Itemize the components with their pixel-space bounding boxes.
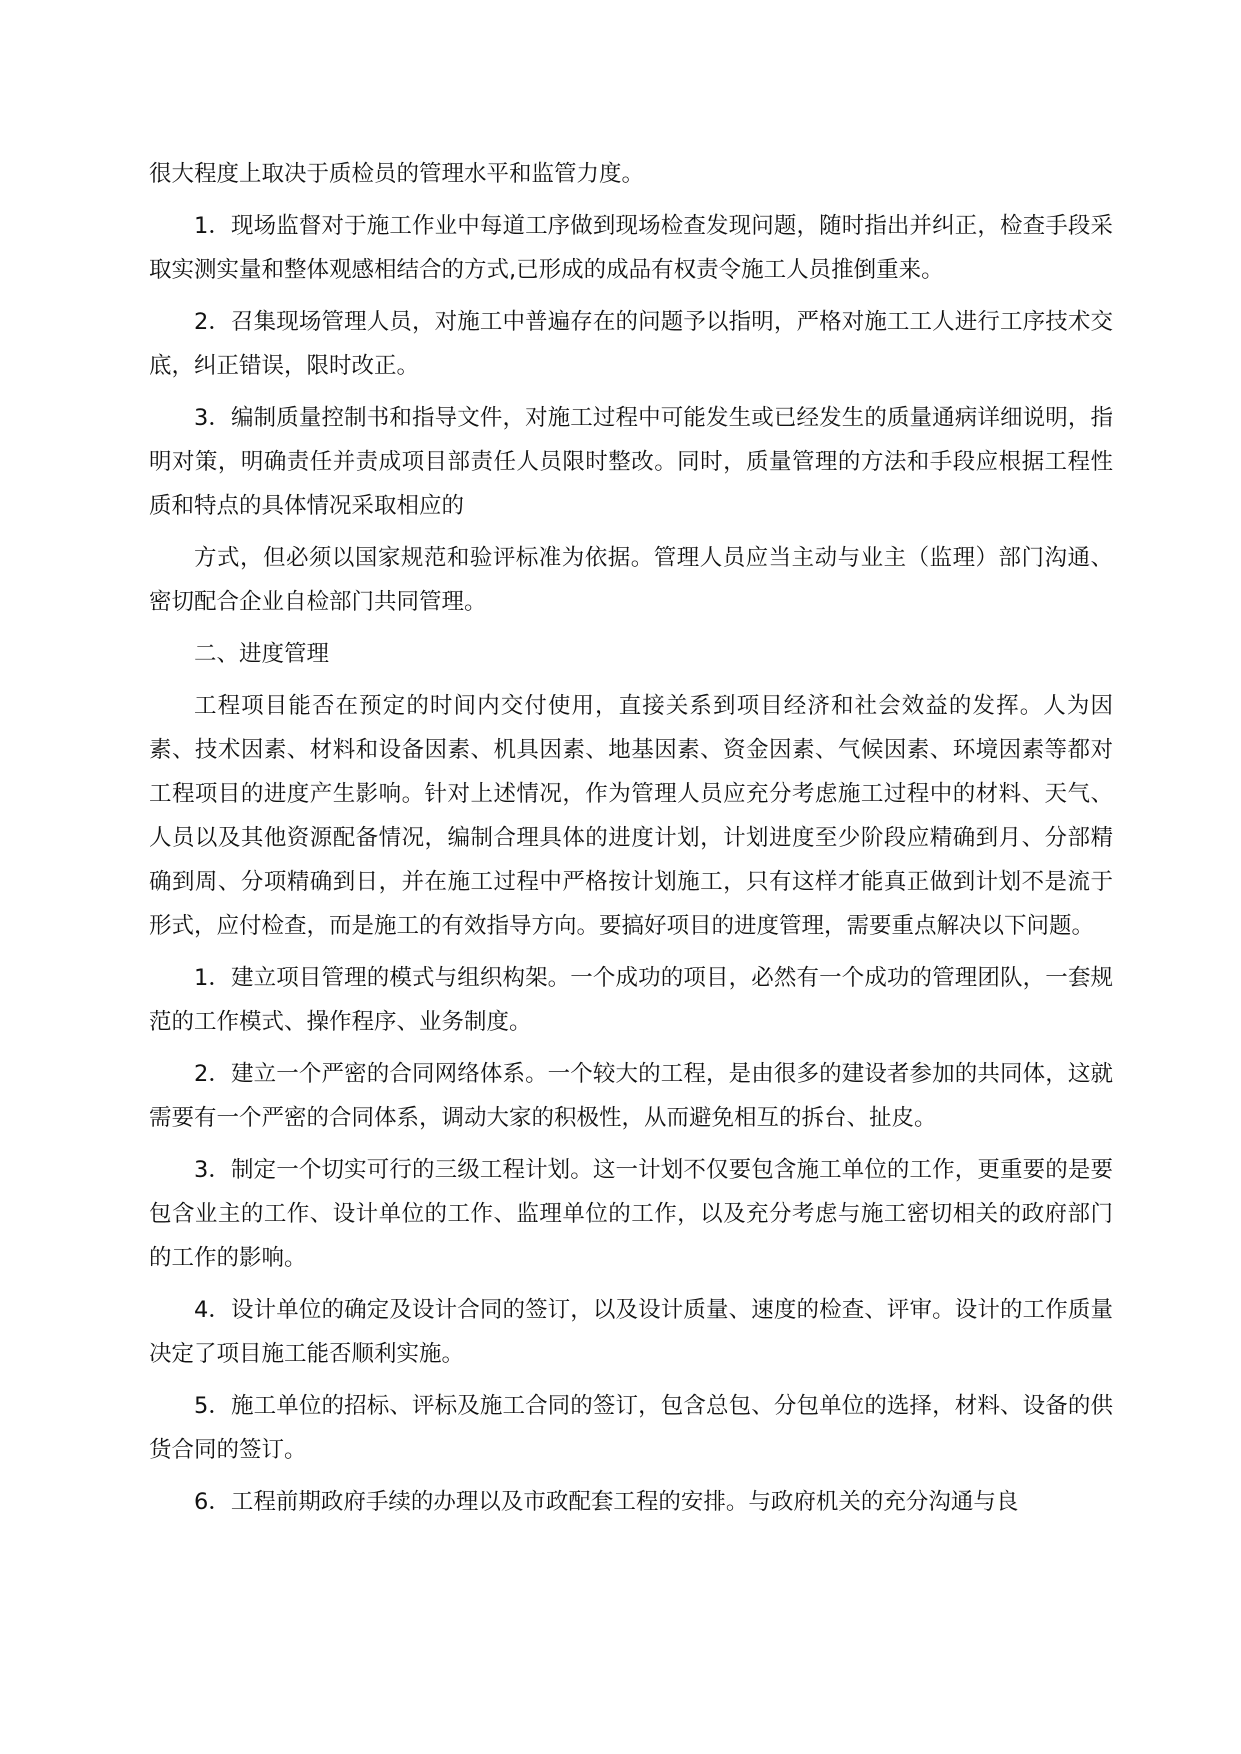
paragraph-continuation: 很大程度上取决于质检员的管理水平和监管力度。 — [149, 161, 645, 187]
paragraph-quality-item-1: 1．现场监督对于施工作业中每道工序做到现场检查发现问题，随时指出并纠正，检查手段采取实测实量和整体观感相结合的方式,已形成的成品有权责令施工人员推倒重来。 — [149, 213, 1113, 283]
paragraph-quality-item-3: 3．编制质量控制书和指导文件，对施工过程中可能发生或已经发生的质量通病详细说明，指明对策，明确责任并责成项目部责任人员限时整改。同时，质量管理的方法和手段应根据工程性质和特点的具体情况采取相应的 — [149, 405, 1113, 519]
paragraph-schedule-intro: 工程项目能否在预定的时间内交付使用，直接关系到项目经济和社会效益的发挥。人为因素、技术因素、材料和设备因素、机具因素、地基因素、资金因素、气候因素、环境因素等都对工程项目的进度产生影响。针对上述情况，作为管理人员应充分考虑施工过程中的材料、天气、人员以及其他资源配备情况，编制合理具体的进度计划，计划进度至少阶段应精确到月、分部精确到周、分项精确到日，并在施工过程中严格按计划施工，只有这样才能真正做到计划不是流于形式，应付检查，而是施工的有效指导方向。要搞好项目的进度管理，需要重点解决以下问题。 — [149, 693, 1113, 939]
paragraph-schedule-item-3: 3．制定一个切实可行的三级工程计划。这一计划不仅要包含施工单位的工作，更重要的是要包含业主的工作、设计单位的工作、监理单位的工作，以及充分考虑与施工密切相关的政府部门的工作的影响。 — [149, 1157, 1113, 1271]
paragraph-schedule-item-6: 6．工程前期政府手续的办理以及市政配套工程的安排。与政府机关的充分沟通与良 — [194, 1489, 1019, 1515]
paragraph-quality-item-2: 2．召集现场管理人员，对施工中普遍存在的问题予以指明，严格对施工工人进行工序技术交底，纠正错误，限时改正。 — [149, 309, 1113, 379]
document-body — [149, 152, 1113, 1532]
paragraph-quality-method: 方式，但必须以国家规范和验评标准为依据。管理人员应当主动与业主（监理）部门沟通、密切配合企业自检部门共同管理。 — [149, 545, 1113, 615]
paragraph-schedule-item-4: 4．设计单位的确定及设计合同的签订，以及设计质量、速度的检查、评审。设计的工作质量决定了项目施工能否顺利实施。 — [149, 1297, 1113, 1367]
section-heading-schedule: 二、进度管理 — [194, 641, 330, 667]
paragraph-schedule-item-1: 1．建立项目管理的模式与组织构架。一个成功的项目，必然有一个成功的管理团队，一套规范的工作模式、操作程序、业务制度。 — [149, 965, 1113, 1035]
paragraph-schedule-item-5: 5．施工单位的招标、评标及施工合同的签订，包含总包、分包单位的选择，材料、设备的供货合同的签订。 — [149, 1393, 1113, 1463]
paragraph-schedule-item-2: 2．建立一个严密的合同网络体系。一个较大的工程，是由很多的建设者参加的共同体，这就需要有一个严密的合同体系，调动大家的积极性，从而避免相互的拆台、扯皮。 — [149, 1061, 1113, 1131]
